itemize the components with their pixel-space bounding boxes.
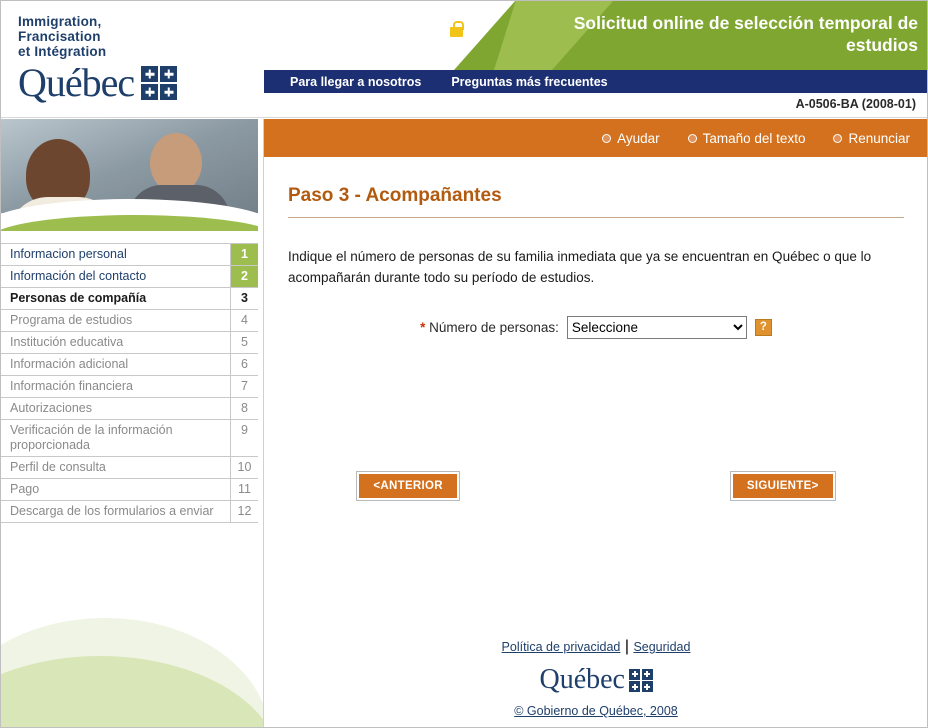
step-label: Perfil de consulta [10, 460, 106, 474]
step-number: 11 [230, 479, 258, 500]
previous-button[interactable]: <ANTERIOR [357, 472, 458, 500]
privacy-policy-link[interactable]: Política de privacidad [501, 640, 621, 654]
quebec-flag-icon [141, 66, 177, 100]
footer-separator: | [624, 638, 629, 655]
sidebar-item-study-program[interactable] [0, 310, 258, 332]
utility-help[interactable] [602, 131, 660, 146]
number-of-persons-select[interactable] [567, 316, 747, 339]
step-label: Autorizaciones [10, 401, 92, 415]
page-header [0, 0, 928, 118]
sidebar-item-consultation-profile[interactable] [0, 457, 258, 479]
step-number: 3 [230, 288, 258, 309]
step-label: Verificación de la información proporcionada [10, 423, 173, 452]
sidebar-item-authorizations[interactable] [0, 398, 258, 420]
footer-links [264, 638, 928, 656]
electronic-files-text: Electronic files [420, 8, 492, 20]
ministry-line-3: et Intégration [18, 44, 107, 59]
electronic-files-label [420, 8, 492, 37]
sidebar-item-download-forms[interactable] [0, 501, 258, 523]
step-number: 2 [230, 266, 258, 287]
sidebar [0, 119, 264, 728]
sidebar-item-institution[interactable] [0, 332, 258, 354]
form-navigation-buttons [264, 472, 928, 500]
step-list [0, 243, 258, 523]
step-label: Información adicional [10, 357, 129, 371]
radio-icon [833, 134, 842, 143]
banner-title: Solicitud online de selección temporal de estudios [573, 13, 918, 55]
step-number: 7 [230, 376, 258, 397]
nav-item-contact[interactable]: Para llegar a nosotros [290, 74, 422, 89]
utility-quit[interactable] [833, 131, 910, 146]
sidebar-item-verification[interactable] [0, 420, 258, 457]
radio-icon [602, 134, 611, 143]
utility-text-size[interactable] [688, 131, 806, 146]
step-label: Información del contacto [10, 269, 147, 283]
copyright-link[interactable]: © Gobierno de Québec, 2008 [514, 704, 678, 718]
security-link[interactable]: Seguridad [633, 640, 691, 654]
step-number: 9 [230, 420, 258, 456]
sidebar-item-payment[interactable] [0, 479, 258, 501]
persons-label-text: Número de personas: [429, 320, 559, 335]
page-footer [264, 638, 928, 720]
step-label: Programa de estudios [10, 313, 133, 327]
intro-text: Indique el número de personas de su familia inmediata que ya se encuentran en Québec o que lo acompañarán durante todo su período de estudios. [288, 249, 872, 285]
utility-quit-label: Renunciar [848, 130, 910, 146]
primary-nav [264, 70, 928, 93]
ministry-line-1: Immigration, [18, 14, 102, 29]
utility-bar [264, 119, 928, 157]
sidebar-decoration [0, 578, 264, 728]
footer-wordmark-text: Québec [539, 664, 625, 695]
sidebar-item-additional-info[interactable] [0, 354, 258, 376]
utility-text-size-label: Tamaño del texto [702, 130, 806, 146]
persons-field-row [264, 316, 928, 339]
quebec-wordmark-text: Québec [18, 60, 135, 105]
step-number: 6 [230, 354, 258, 375]
step-number: 5 [230, 332, 258, 353]
sidebar-item-accompanying-persons[interactable] [0, 288, 258, 310]
lock-icon [450, 27, 463, 37]
step-number: 10 [230, 457, 258, 478]
footer-quebec-logo [264, 666, 928, 694]
step-label: Información financiera [10, 379, 133, 393]
help-icon[interactable]: ? [755, 319, 772, 336]
sidebar-item-personal-info[interactable] [0, 244, 258, 266]
persons-field-label [420, 320, 559, 335]
sidebar-item-financial-info[interactable] [0, 376, 258, 398]
page-title: Paso 3 - Acompañantes [288, 185, 502, 206]
ministry-line-2: Francisation [18, 29, 101, 44]
step-number: 4 [230, 310, 258, 331]
radio-icon [688, 134, 697, 143]
required-marker: * [420, 320, 426, 335]
step-number: 8 [230, 398, 258, 419]
sidebar-item-contact-info[interactable] [0, 266, 258, 288]
step-label: Pago [10, 482, 40, 496]
step-number: 12 [230, 501, 258, 522]
sidebar-photo [0, 119, 258, 231]
step-label: Personas de compañía [10, 291, 147, 305]
utility-help-label: Ayudar [617, 130, 660, 146]
title-divider [288, 217, 904, 218]
quebec-flag-icon [629, 669, 653, 693]
ministry-name [18, 14, 398, 59]
nav-item-faq[interactable]: Preguntas más frecuentes [451, 74, 608, 89]
step-label: Informacion personal [10, 247, 127, 261]
next-button[interactable]: SIGUIENTE> [731, 472, 835, 500]
step-number: 1 [230, 244, 258, 265]
step-label: Institución educativa [10, 335, 124, 349]
document-reference: A-0506-BA (2008-01) [795, 97, 916, 111]
step-label: Descarga de los formularios a enviar [10, 504, 214, 518]
